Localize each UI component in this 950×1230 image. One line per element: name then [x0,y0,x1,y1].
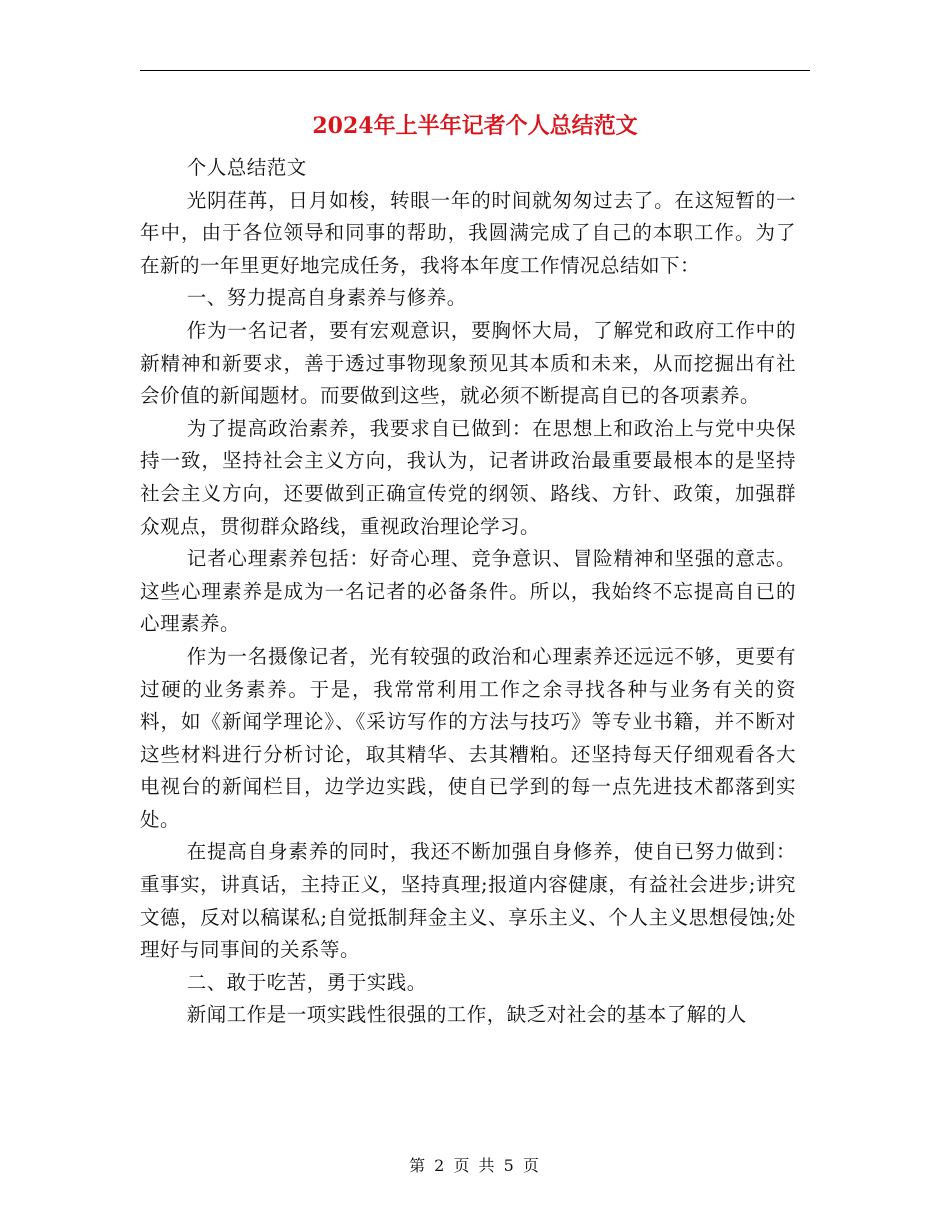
page-number: 第 2 页 共 5 页 [409,1156,541,1175]
paragraph: 为了提高政治素养，我要求自已做到：在思想上和政治上与党中央保持一致，坚持社会主义方向，我认为，记者讲政治最重要最根本的是坚持社会主义方向，还要做到正确宣传党的纲领、路线、方针、政策，加强群众观点，贯彻群众路线，重视政治理论学习。 [140,416,796,538]
paragraph: 记者心理素养包括：好奇心理、竞争意识、冒险精神和坚强的意志。这些心理素养是成为一名记者的必备条件。所以，我始终不忘提高自已的心理素养。 [140,547,796,636]
paragraph: 在提高自身素养的同时，我还不断加强自身修养，使自已努力做到：重事实，讲真话，主持正义，坚持真理;报道内容健康，有益社会进步;讲究文德，反对以稿谋私;自觉抵制拜金主义、享乐主义、个人主义思想侵蚀;处理好与同事间的关系等。 [140,840,796,962]
document-title: 2024年上半年记者个人总结范文 [312,113,638,139]
section-heading-1: 一、努力提高自身素养与修养。 [186,286,467,310]
paragraph-subtitle: 个人总结范文 [186,156,307,179]
paragraph-intro: 光阴荏苒，日月如梭，转眼一年的时间就匆匆过去了。在这短暂的一年中，由于各位领导和同事的帮助，我圆满完成了自己的本职工作。为了在新的一年里更好地完成任务，我将本年度工作情况总结如下： [140,188,796,277]
header-rule [140,70,810,71]
section-heading-2: 二、敢于吃苦，勇于实践。 [186,970,427,994]
paragraph: 作为一名摄像记者，光有较强的政治和心理素养还远远不够，更要有过硬的业务素养。于是，我常常利用工作之余寻找各种与业务有关的资料，如《新闻学理论》、《采访写作的方法与技巧》等专业书籍，并不断对这些材料进行分析讨论，取其精华、去其糟粕。还坚持每天仔细观看各大电视台的新闻栏目，边学边实践，使自已学到的每一点先进技术都落到实处。 [140,644,796,831]
paragraph: 作为一名记者，要有宏观意识，要胸怀大局，了解党和政府工作中的新精神和新要求，善于透过事物现象预见其本质和未来，从而挖掘出有社会价值的新闻题材。而要做到这些，就必须不断提高自已的各项素养。 [140,318,796,408]
document-body [140,152,796,1032]
paragraph: 新闻工作是一项实践性很强的工作，缺乏对社会的基本了解的人 [186,1003,747,1027]
